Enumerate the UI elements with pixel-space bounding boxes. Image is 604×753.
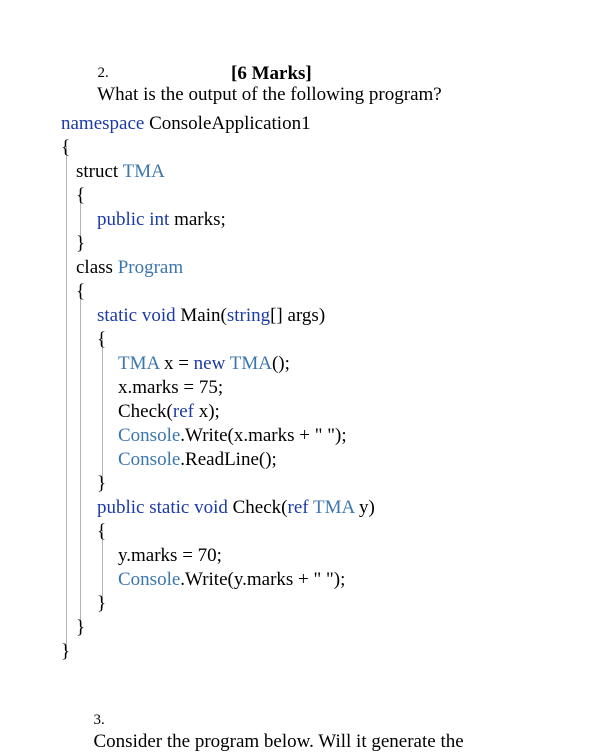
code-text: x); [193,401,220,422]
code-line-brace: { [76,185,86,206]
code-line-write [118,425,347,447]
type-name: Console [118,569,181,590]
code-text: Check( [118,401,173,422]
code-line-assign: x.marks = 75; [118,377,224,398]
code-line-brace: } [76,617,86,638]
code-line-brace: { [61,137,71,158]
code-line-brace: { [97,521,107,542]
keyword: ref [287,497,309,518]
code-line-brace: { [76,281,86,302]
keyword: public int [97,209,170,230]
keyword: new [193,353,226,374]
namespace-name: ConsoleApplication1 [144,113,311,134]
code-text: Check( [227,497,288,518]
code-line-assign: y.marks = 70; [118,545,222,566]
code-line-brace: } [61,641,71,662]
question-number: 3. [93,712,105,728]
question-marks: [6 Marks] [231,63,312,84]
indent-guide-main [102,338,103,486]
code-text: Main( [175,305,227,326]
field-decl: marks; [169,209,226,230]
code-line-struct [76,161,165,183]
keyword: public static void [97,497,228,518]
code-line-call-check [118,401,220,423]
code-text: .Write(y.marks + " "); [180,569,346,590]
type-name: TMA [308,497,355,518]
keyword: class [76,257,113,278]
code-line-brace: } [76,233,86,254]
keyword: static void [97,305,176,326]
indent-guide-namespace [66,146,67,654]
type-name: Console [118,449,181,470]
code-line-write [118,569,345,591]
question-prompt: What is the output of the following program? [97,84,442,105]
code-line-brace: } [97,473,107,494]
code-line-field [97,209,226,231]
code-line-main-signature [97,305,325,327]
type-name: Program [112,257,184,278]
code-text: (); [271,353,290,374]
code-text: y) [354,497,375,518]
type-name: TMA [118,161,165,182]
code-line-check-signature [97,497,375,519]
keyword: namespace [61,113,145,134]
keyword: ref [172,401,194,422]
type-name: TMA [225,353,272,374]
code-line-new-tma [118,353,290,375]
code-line-class [76,257,183,279]
code-line-namespace [61,113,311,135]
indent-guide-class [80,290,81,632]
next-question-header [84,686,464,753]
code-text: [] args) [270,305,326,326]
code-line-brace: { [97,329,107,350]
type-name: TMA [118,353,160,374]
keyword: struct [76,161,119,182]
keyword: string [226,305,271,326]
question-prompt: Consider the program below. Will it generate the [93,731,464,752]
code-text: .Write(x.marks + " "); [180,425,347,446]
code-line-readline [118,449,277,471]
code-text: .ReadLine(); [180,449,277,470]
code-line-brace: } [97,593,107,614]
code-text: x = [159,353,194,374]
question-number: 2. [97,65,109,81]
type-name: Console [118,425,181,446]
